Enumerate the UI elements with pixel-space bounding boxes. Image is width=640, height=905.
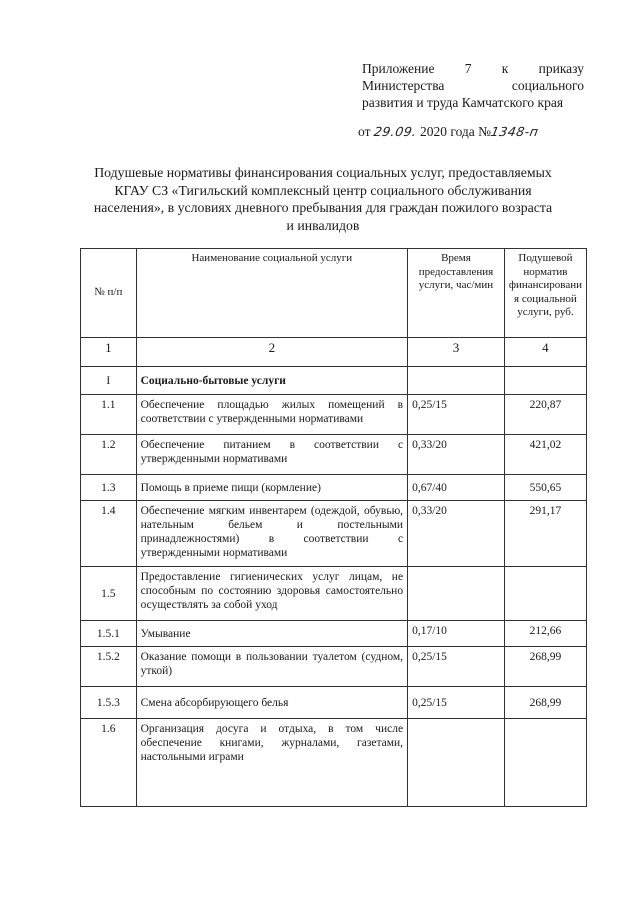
order-middle: 2020 года № <box>420 124 492 139</box>
title-line: КГАУ СЗ «Тигильский комплексный центр социального обслуживания <box>114 182 532 198</box>
row-norm: 212,66 <box>504 621 586 647</box>
row-number: 1.4 <box>81 501 137 567</box>
row-norm <box>504 719 586 807</box>
row-service-name: Смена абсорбирующего белья <box>136 687 407 719</box>
row-time: 0,25/15 <box>408 687 505 719</box>
appendix-word: к <box>501 61 509 76</box>
appendix-line-2 <box>362 77 584 94</box>
row-norm: 421,02 <box>504 435 586 475</box>
row-norm: 550,65 <box>504 475 586 501</box>
table-row <box>81 367 587 395</box>
table-row <box>81 395 587 435</box>
row-number: I <box>81 367 137 395</box>
row-number: 1.6 <box>81 719 137 807</box>
row-norm: 220,87 <box>504 395 586 435</box>
norms-table <box>80 248 587 807</box>
column-numbers-row <box>81 338 587 367</box>
column-number: 3 <box>408 338 505 367</box>
order-prefix: от <box>358 124 371 139</box>
row-service-name: Обеспечение питанием в соответствии с утвержденными нормативами <box>136 435 407 475</box>
row-service-name: Социально-бытовые услуги <box>136 367 407 395</box>
order-date-handwritten: 29.09. <box>372 124 418 139</box>
row-number: 1.5.2 <box>81 647 137 687</box>
row-service-name: Оказание помощи в пользовании туалетом (судном, уткой) <box>136 647 407 687</box>
table-row <box>81 567 587 621</box>
column-number: 4 <box>504 338 586 367</box>
title-line: населения», в условиях дневного пребывания для граждан пожилого возраста <box>93 200 553 215</box>
row-time <box>408 719 505 807</box>
row-number: 1.3 <box>81 475 137 501</box>
row-number: 1.5.1 <box>81 621 137 647</box>
row-time <box>408 567 505 621</box>
appendix-word: 7 <box>464 61 472 76</box>
row-service-name: Предоставление гигиенических услуг лицам, не способным по состоянию здоровья самостоятельно осуществлять за собой уход <box>136 567 407 621</box>
row-time: 0,33/20 <box>408 501 505 567</box>
row-time: 0,33/20 <box>408 435 505 475</box>
row-norm <box>504 367 586 395</box>
table-row <box>81 687 587 719</box>
row-service-name: Помощь в приеме пищи (кормление) <box>136 475 407 501</box>
row-service-name: Организация досуга и отдыха, в том числе обеспечение книгами, журналами, газетами, настольными играми <box>136 719 407 807</box>
row-norm <box>504 567 586 621</box>
title-line: и инвалидов <box>286 217 360 233</box>
column-number: 1 <box>81 338 137 367</box>
row-service-name: Обеспечение мягким инвентарем (одеждой, обувью, нательным бельем и постельными принадлежностями) в соответствии с утвержденными нормативами <box>136 501 407 567</box>
row-time <box>408 367 505 395</box>
row-number: 1.2 <box>81 435 137 475</box>
table-row <box>81 475 587 501</box>
row-time: 0,17/10 <box>408 621 505 647</box>
table-row <box>81 719 587 807</box>
header-number: № п/п <box>81 249 137 338</box>
row-time: 0,25/15 <box>408 647 505 687</box>
header-time: Время предоставления услуги, час/мин <box>408 249 505 338</box>
appendix-word: Приложение <box>362 61 435 76</box>
appendix-word: социального <box>511 78 584 93</box>
table-row <box>81 647 587 687</box>
column-number: 2 <box>136 338 407 367</box>
document-title <box>58 164 588 234</box>
row-time: 0,25/15 <box>408 395 505 435</box>
row-norm: 291,17 <box>504 501 586 567</box>
appendix-word: приказу <box>538 61 584 76</box>
order-line <box>358 124 588 140</box>
row-norm: 268,99 <box>504 687 586 719</box>
header-norm: Подушевой норматив финансировани я социальной услуги, руб. <box>504 249 586 338</box>
order-number-handwritten: 1348-п <box>489 124 540 139</box>
header-service-name: Наименование социальной услуги <box>136 249 407 338</box>
row-norm: 268,99 <box>504 647 586 687</box>
row-number: 1.5 <box>81 567 137 621</box>
table-row <box>81 501 587 567</box>
appendix-word: Министерства <box>362 78 445 93</box>
appendix-line-3: развития и труда Камчатского края <box>362 95 564 110</box>
title-line: Подушевые нормативы финансирования социальных услуг, предоставляемых <box>94 165 552 180</box>
table-row <box>81 621 587 647</box>
row-service-name: Умывание <box>136 621 407 647</box>
row-number: 1.1 <box>81 395 137 435</box>
table-header-row <box>81 249 587 338</box>
appendix-block <box>362 60 584 111</box>
row-service-name: Обеспечение площадью жилых помещений в соответствии с утвержденными нормативами <box>136 395 407 435</box>
row-time: 0,67/40 <box>408 475 505 501</box>
appendix-line-1 <box>362 60 584 77</box>
table-row <box>81 435 587 475</box>
row-number: 1.5.3 <box>81 687 137 719</box>
